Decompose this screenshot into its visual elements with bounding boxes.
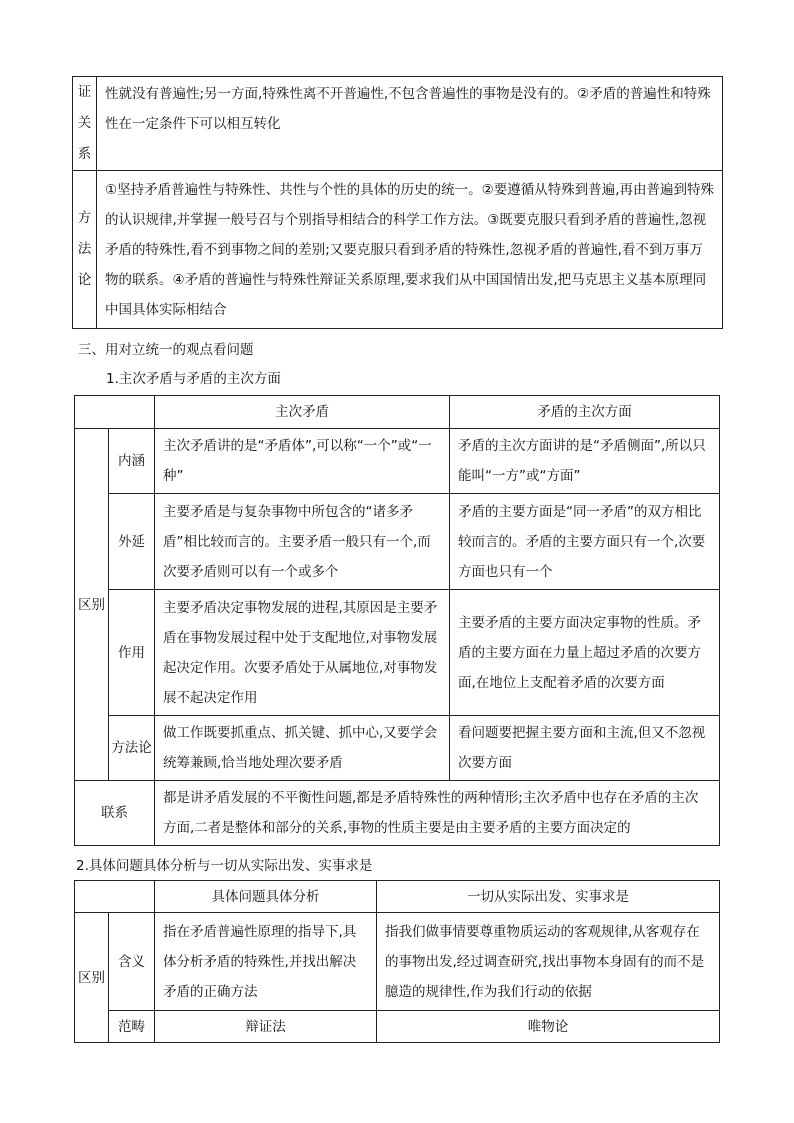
subsection-title-1: 1.主次矛盾与矛盾的主次方面 xyxy=(106,371,281,387)
table-row xyxy=(75,781,720,846)
cell-text: 唯物论 xyxy=(377,1011,720,1043)
cell-text: 矛盾的主次方面讲的是“矛盾侧面”,所以只能叫“一方”或“方面” xyxy=(450,429,720,494)
row-label: 范畴 xyxy=(109,1011,155,1043)
row-label-relationship: 证 关 系 xyxy=(73,77,97,171)
table-row xyxy=(75,913,720,1011)
cell-text: 主要矛盾是与复杂事物中所包含的“诸多矛盾”相比较而言的。主要矛盾一般只有一个,而次要矛盾则可以有一个或多个 xyxy=(155,494,450,590)
cell-text: 看问题要把握主要方面和主流,但又不忽视次要方面 xyxy=(450,716,720,781)
methodology-text: ①坚持矛盾普遍性与特殊性、共性与个性的具体的历史的统一。②要遵循从特殊到普遍,再由普遍到特殊的认识规律,并掌握一般号召与个别指导相结合的科学工作方法。③既要克服只看到矛盾的普遍性,忽视矛盾的特殊性,看不到事物之间的差别;又要克服只看到矛盾的特殊性,忽视矛盾的普遍性,看不到万事万物的联系。④矛盾的普遍性与特殊性辩证关系原理,要求我们从中国国情出发,把马克思主义基本原理同中国具体实际相结合 xyxy=(97,171,723,329)
table-concrete-analysis xyxy=(74,880,720,1043)
table-row xyxy=(75,494,720,590)
row-label-methodology: 方 法 论 xyxy=(73,171,97,329)
row-label: 作用 xyxy=(109,590,155,716)
link-text: 都是讲矛盾发展的不平衡性问题,都是矛盾特殊性的两种情形;主次矛盾中也存在矛盾的主次方面,二者是整体和部分的关系,事物的性质主要是由主要矛盾的主要方面决定的 xyxy=(155,781,720,846)
table-row xyxy=(73,77,723,171)
section-title: 三、用对立统一的观点看问题 xyxy=(78,342,254,358)
column-header: 矛盾的主次方面 xyxy=(450,396,720,429)
table-header-row xyxy=(75,396,720,429)
cell-text: 主要矛盾的主要方面决定事物的性质。矛盾的主要方面在力量上超过矛盾的次要方面,在地位上支配着矛盾的次要方面 xyxy=(450,590,720,716)
relationship-text: 性就没有普遍性;另一方面,特殊性离不开普遍性,不包含普遍性的事物是没有的。②矛盾的普遍性和特殊性在一定条件下可以相互转化 xyxy=(97,77,723,171)
subsection-title-2: 2.具体问题具体分析与一切从实际出发、实事求是 xyxy=(76,858,373,874)
table-row xyxy=(73,171,723,329)
cell-text: 主次矛盾讲的是“矛盾体”,可以称“一个”或“一种” xyxy=(155,429,450,494)
column-header: 具体问题具体分析 xyxy=(155,881,377,913)
cell-text: 主要矛盾决定事物发展的进程,其原因是主要矛盾在事物发展过程中处于支配地位,对事物发展起决定作用。次要矛盾处于从属地位,对事物发展不起决定作用 xyxy=(155,590,450,716)
header-empty-cell xyxy=(75,396,155,429)
cell-text: 辩证法 xyxy=(155,1011,377,1043)
table-principal-contradictions xyxy=(74,395,720,846)
column-header: 一切从实际出发、实事求是 xyxy=(377,881,720,913)
group-label-difference: 区别 xyxy=(75,913,109,1043)
table-row xyxy=(75,716,720,781)
table-header-row xyxy=(75,881,720,913)
row-label: 含义 xyxy=(109,913,155,1011)
cell-text: 指我们做事情要尊重物质运动的客观规律,从客观存在的事物出发,经过调查研究,找出事物本身固有的而不是臆造的规律性,作为我们行动的依据 xyxy=(377,913,720,1011)
row-label-link: 联系 xyxy=(75,781,155,846)
table-dialectics-continuation xyxy=(72,76,723,329)
table-row xyxy=(75,1011,720,1043)
column-header: 主次矛盾 xyxy=(155,396,450,429)
cell-text: 做工作既要抓重点、抓关键、抓中心,又要学会统筹兼顾,恰当地处理次要矛盾 xyxy=(155,716,450,781)
row-label: 方法论 xyxy=(109,716,155,781)
cell-text: 矛盾的主要方面是“同一矛盾”的双方相比较而言的。矛盾的主要方面只有一个,次要方面也只有一个 xyxy=(450,494,720,590)
table-row xyxy=(75,590,720,716)
cell-text: 指在矛盾普遍性原理的指导下,具体分析矛盾的特殊性,并找出解决矛盾的正确方法 xyxy=(155,913,377,1011)
header-empty-cell xyxy=(75,881,155,913)
table-row xyxy=(75,429,720,494)
row-label: 内涵 xyxy=(109,429,155,494)
group-label-difference: 区别 xyxy=(75,429,109,781)
row-label: 外延 xyxy=(109,494,155,590)
